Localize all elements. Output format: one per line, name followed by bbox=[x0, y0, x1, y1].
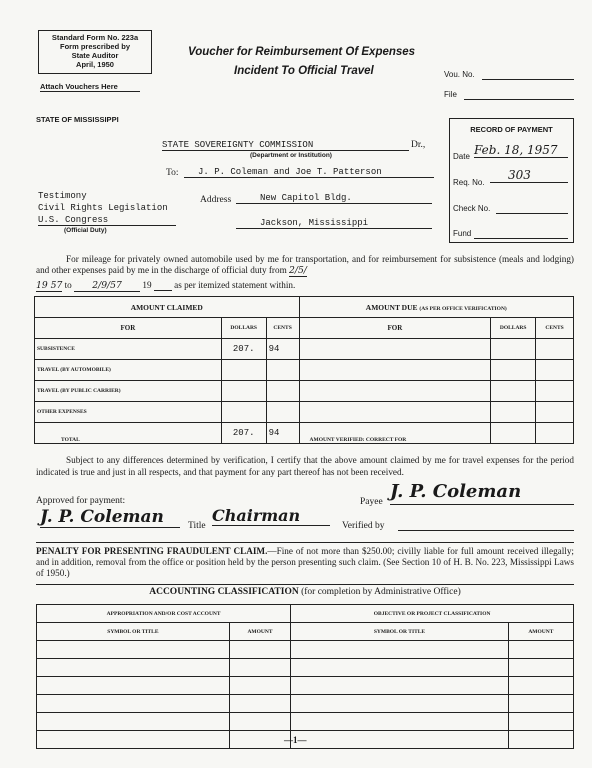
certification-text: Subject to any differences determined by verification, I certify that the above amount claimed by me for travel expenses for the period indicated is true and just in all respects, and that payment for any part thereof has not been received. bbox=[36, 455, 574, 477]
acct-cell[interactable] bbox=[291, 731, 509, 749]
penalty-notice bbox=[36, 542, 574, 579]
title-signature: Chairman bbox=[212, 506, 330, 526]
acct-cell[interactable] bbox=[37, 713, 230, 731]
from-date[interactable]: 2/5/ bbox=[289, 265, 307, 276]
record-fund-label: Fund bbox=[453, 229, 472, 238]
table-row bbox=[37, 677, 574, 695]
payee-label: Payee bbox=[360, 497, 383, 507]
acct-cell[interactable] bbox=[229, 713, 290, 731]
total-label: TOTAL bbox=[35, 423, 222, 444]
row-cents[interactable] bbox=[266, 402, 299, 423]
acct-cell[interactable] bbox=[291, 641, 509, 659]
table-row bbox=[35, 339, 574, 360]
address-label: Address bbox=[200, 195, 232, 205]
record-check-label: Check No. bbox=[453, 204, 491, 213]
due-cell[interactable] bbox=[299, 381, 491, 402]
acct-cell[interactable] bbox=[37, 677, 230, 695]
department-dr: Dr., bbox=[411, 140, 426, 150]
acct-cell[interactable] bbox=[291, 713, 509, 731]
due-cell[interactable] bbox=[299, 402, 491, 423]
verified-label: AMOUNT VERIFIED: CORRECT FOR bbox=[299, 423, 491, 444]
acct-cell[interactable] bbox=[229, 677, 290, 695]
form-number: Standard Form No. 223a bbox=[51, 33, 139, 42]
duty-line-1: Testimony bbox=[38, 191, 87, 201]
due-header bbox=[299, 297, 573, 318]
record-date-field[interactable]: Feb. 18, 1957 bbox=[474, 143, 568, 158]
due-note: (AS PER OFFICE VERIFICATION) bbox=[419, 305, 507, 312]
objective-header: OBJECTIVE OR PROJECT CLASSIFICATION bbox=[291, 605, 574, 623]
from-year[interactable]: 19 57 bbox=[36, 280, 63, 291]
to-date[interactable]: 2/9/57 bbox=[74, 280, 140, 292]
due-cell[interactable] bbox=[299, 360, 491, 381]
form-number-box bbox=[38, 30, 152, 74]
acct-cell[interactable] bbox=[229, 731, 290, 749]
verified-by-label: Verified by bbox=[342, 521, 385, 531]
page-title: Voucher for Reimbursement Of Expenses bbox=[188, 46, 416, 58]
form-auditor: State Auditor bbox=[71, 51, 119, 60]
row-dollars[interactable]: 207. bbox=[221, 339, 266, 360]
file-field[interactable] bbox=[464, 99, 574, 100]
form-date: April, 1950 bbox=[76, 60, 114, 69]
due-cell[interactable] bbox=[536, 339, 574, 360]
due-cell[interactable] bbox=[491, 423, 536, 444]
record-req-label: Req. No. bbox=[453, 178, 485, 187]
attach-note: Attach Vouchers Here bbox=[40, 82, 140, 92]
vou-no-field[interactable] bbox=[482, 79, 574, 80]
mileage-paragraph bbox=[36, 254, 574, 276]
row-label: OTHER EXPENSES bbox=[35, 402, 222, 423]
verified-by-field[interactable] bbox=[398, 530, 574, 531]
col-cents-claimed: CENTS bbox=[266, 318, 299, 339]
acct-cell[interactable] bbox=[508, 695, 573, 713]
col-amount-left: AMOUNT bbox=[229, 623, 290, 641]
duty-caption: (Official Duty) bbox=[64, 227, 107, 234]
page-subtitle: Incident To Official Travel bbox=[234, 65, 374, 77]
to-label: To: bbox=[166, 168, 179, 178]
acct-cell[interactable] bbox=[291, 695, 509, 713]
table-row bbox=[35, 381, 574, 402]
table-row bbox=[37, 695, 574, 713]
acct-cell[interactable] bbox=[229, 659, 290, 677]
due-title: AMOUNT DUE bbox=[365, 302, 418, 312]
accounting-title: ACCOUNTING CLASSIFICATION bbox=[149, 587, 299, 597]
state-label: STATE OF MISSISSIPPI bbox=[36, 115, 119, 124]
acct-cell[interactable] bbox=[37, 731, 230, 749]
amount-table bbox=[34, 296, 574, 444]
table-row bbox=[37, 641, 574, 659]
total-cents[interactable]: 94 bbox=[266, 423, 299, 444]
table-row bbox=[37, 659, 574, 677]
table-row bbox=[35, 360, 574, 381]
col-dollars-due: DOLLARS bbox=[491, 318, 536, 339]
col-dollars-claimed: DOLLARS bbox=[221, 318, 266, 339]
due-cell[interactable] bbox=[491, 339, 536, 360]
department-caption: (Department or Institution) bbox=[250, 152, 332, 159]
acct-cell[interactable] bbox=[508, 641, 573, 659]
approved-label: Approved for payment: bbox=[36, 496, 126, 506]
col-for-due: FOR bbox=[299, 318, 491, 339]
row-dollars[interactable] bbox=[221, 402, 266, 423]
due-cell[interactable] bbox=[491, 402, 536, 423]
due-cell[interactable] bbox=[536, 360, 574, 381]
acct-cell[interactable] bbox=[508, 659, 573, 677]
address-line-2[interactable]: Jackson, Mississippi bbox=[236, 218, 432, 229]
approved-signature: J. P. Coleman bbox=[40, 508, 180, 528]
table-row bbox=[37, 713, 574, 731]
mileage-text: For mileage for privately owned automobile used by me for transportation, and for reimbursement for subsistence (meals and lodging) and other expenses paid by me in the discharge of official duty from bbox=[36, 254, 574, 275]
row-cents[interactable] bbox=[266, 360, 299, 381]
col-for-claimed: FOR bbox=[35, 318, 222, 339]
row-dollars[interactable] bbox=[221, 360, 266, 381]
duty-line-3[interactable]: U.S. Congress bbox=[38, 215, 176, 226]
department-field[interactable]: STATE SOVEREIGNTY COMMISSION bbox=[162, 140, 409, 151]
due-cell[interactable] bbox=[536, 402, 574, 423]
accounting-title-row bbox=[36, 584, 574, 597]
acct-cell[interactable] bbox=[37, 695, 230, 713]
penalty-text: —Fine of not more than $250.00; civilly liable for full amount received illegally; and in addition, removal from the office or position held by the person presenting such claim. (See Section 10 of H. B. No. 223, Mississippi Laws of 1950.) bbox=[36, 546, 574, 578]
due-cell[interactable] bbox=[491, 381, 536, 402]
record-check-field[interactable] bbox=[496, 213, 568, 214]
due-cell[interactable] bbox=[491, 360, 536, 381]
to-word: to bbox=[64, 280, 72, 290]
row-dollars[interactable] bbox=[221, 381, 266, 402]
to-field[interactable]: J. P. Coleman and Joe T. Patterson bbox=[184, 167, 434, 178]
acct-cell[interactable] bbox=[229, 641, 290, 659]
form-prescribed: Form prescribed by bbox=[59, 42, 131, 51]
record-title: RECORD OF PAYMENT bbox=[470, 125, 553, 134]
claimed-header: AMOUNT CLAIMED bbox=[35, 297, 300, 318]
to-year: 19 bbox=[142, 280, 152, 290]
due-cell[interactable] bbox=[299, 339, 491, 360]
period-line bbox=[36, 280, 295, 292]
record-fund-field[interactable] bbox=[474, 238, 568, 239]
vou-no-label: Vou. No. bbox=[444, 70, 475, 79]
appropriation-header: APPROPRIATION AND/OR COST ACCOUNT bbox=[37, 605, 291, 623]
table-row bbox=[35, 402, 574, 423]
total-dollars[interactable]: 207. bbox=[221, 423, 266, 444]
col-symbol-left: SYMBOL OR TITLE bbox=[37, 623, 230, 641]
record-date-label: Date bbox=[453, 152, 470, 161]
address-line-1[interactable]: New Capitol Bldg. bbox=[236, 193, 432, 204]
accounting-table bbox=[36, 604, 574, 749]
title-label: Title bbox=[188, 521, 206, 531]
acct-cell[interactable] bbox=[508, 731, 573, 749]
record-req-field[interactable]: 303 bbox=[490, 168, 568, 183]
col-amount-right: AMOUNT bbox=[508, 623, 573, 641]
acct-cell[interactable] bbox=[291, 677, 509, 695]
row-label: SUBSISTENCE bbox=[35, 339, 222, 360]
acct-cell[interactable] bbox=[37, 659, 230, 677]
acct-cell[interactable] bbox=[37, 641, 230, 659]
row-cents[interactable]: 94 bbox=[266, 339, 299, 360]
to-year-blank[interactable] bbox=[154, 280, 172, 291]
row-label: TRAVEL (BY AUTOMOBILE) bbox=[35, 360, 222, 381]
payee-signature: J. P. Coleman bbox=[390, 480, 574, 505]
due-cell[interactable] bbox=[536, 381, 574, 402]
penalty-lead: PENALTY FOR PRESENTING FRAUDULENT CLAIM. bbox=[36, 546, 268, 556]
file-label: File bbox=[444, 90, 457, 99]
itemized-tail: as per itemized statement within. bbox=[174, 280, 296, 290]
due-cell[interactable] bbox=[536, 423, 574, 444]
page-number: —1— bbox=[284, 735, 307, 745]
row-label: TRAVEL (BY PUBLIC CARRIER) bbox=[35, 381, 222, 402]
col-symbol-right: SYMBOL OR TITLE bbox=[291, 623, 509, 641]
row-cents[interactable] bbox=[266, 381, 299, 402]
acct-cell[interactable] bbox=[508, 713, 573, 731]
acct-cell[interactable] bbox=[508, 677, 573, 695]
acct-cell[interactable] bbox=[229, 695, 290, 713]
accounting-subtitle: (for completion by Administrative Office) bbox=[301, 587, 461, 597]
table-row-total bbox=[35, 423, 574, 444]
duty-line-2: Civil Rights Legislation bbox=[38, 203, 168, 213]
col-cents-due: CENTS bbox=[536, 318, 574, 339]
acct-cell[interactable] bbox=[291, 659, 509, 677]
